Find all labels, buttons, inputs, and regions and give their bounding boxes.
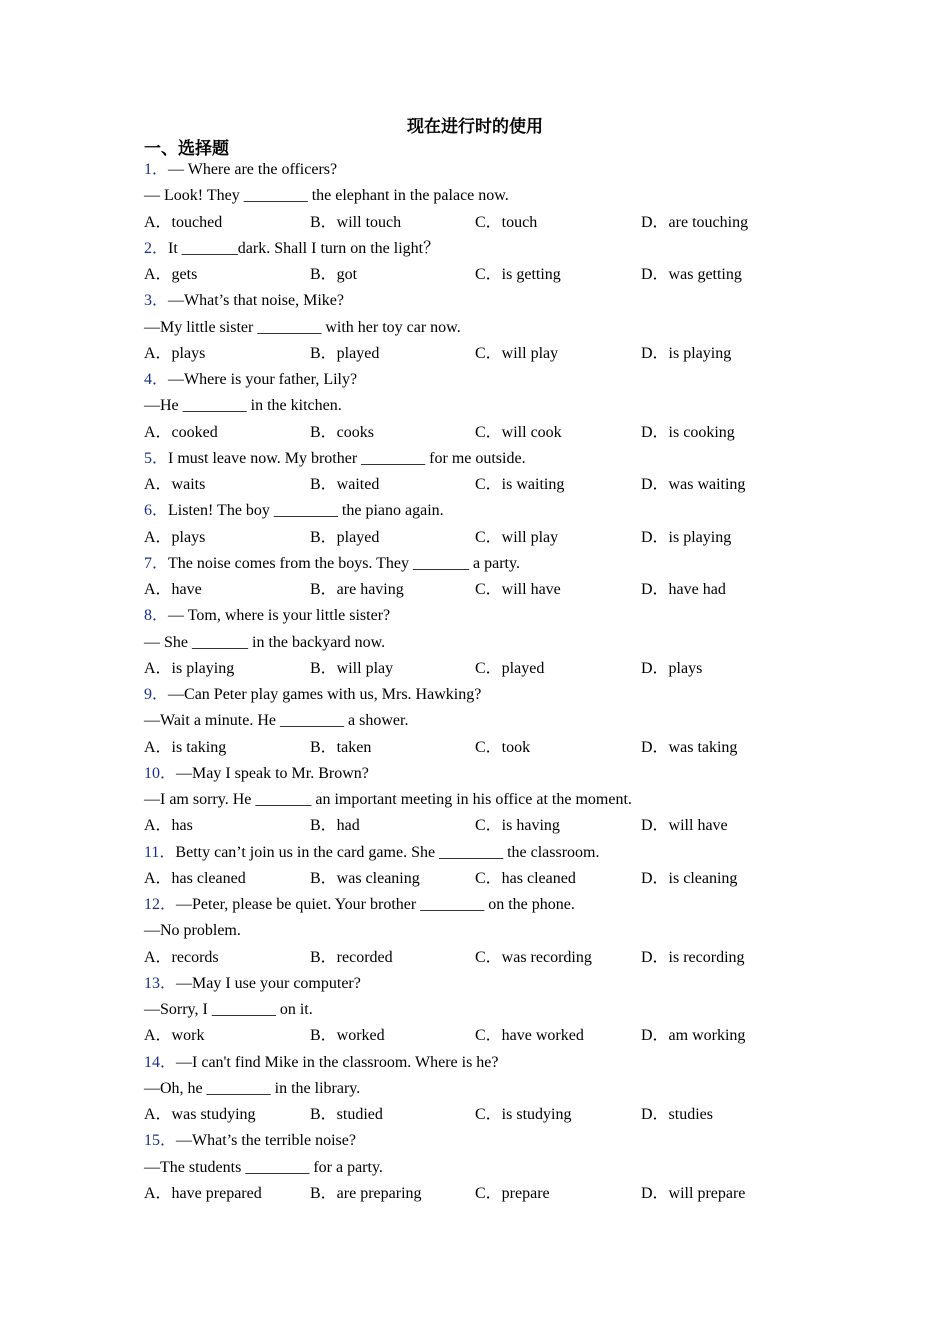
answer-options	[144, 1102, 844, 1128]
answer-option-b: B．are preparing	[310, 1184, 422, 1202]
question-text: —The students ________ for a party.	[144, 1158, 383, 1176]
section-heading: 一、选择题	[144, 139, 229, 159]
question-text: — Tom, where is your little sister?	[168, 607, 391, 625]
question-stem	[144, 761, 844, 787]
answer-options	[144, 262, 844, 288]
question-number: 4．	[144, 371, 169, 388]
answer-option-b: B．taken	[310, 738, 372, 756]
question-text: — Where are the officers?	[168, 161, 338, 178]
question-stem	[144, 892, 844, 918]
question-text: —Where is your father, Lily?	[168, 371, 358, 388]
question-text: —He ________ in the kitchen.	[144, 397, 342, 415]
answer-option-a: A．was studying	[144, 1106, 256, 1123]
question-text: I must leave now. My brother ________ for me outside.	[168, 449, 526, 467]
answer-options	[144, 420, 844, 446]
question-dialogue-line	[144, 183, 844, 209]
question-number: 12．	[144, 896, 177, 913]
answer-options	[144, 656, 844, 682]
answer-option-a: A．touched	[144, 213, 223, 231]
answer-option-d: D．will prepare	[641, 1184, 746, 1202]
answer-options	[144, 813, 844, 839]
answer-option-a: A．have	[144, 581, 202, 598]
answer-option-b: B．worked	[310, 1027, 385, 1045]
question-text: — Look! They ________ the elephant in the palace now.	[144, 187, 509, 205]
answer-option-d: D．is playing	[641, 528, 732, 546]
answer-option-d: D．is recording	[641, 948, 745, 966]
question-dialogue-line	[144, 918, 844, 944]
answer-option-c: C．is getting	[475, 266, 561, 283]
question-number: 2．	[144, 239, 169, 257]
answer-option-d: D．plays	[641, 659, 703, 677]
question-dialogue-line	[144, 1076, 844, 1102]
question-stem	[144, 1128, 844, 1154]
answer-option-a: A．waits	[144, 476, 206, 493]
answer-option-c: C．is having	[475, 817, 560, 835]
answer-option-a: A．has cleaned	[144, 869, 246, 887]
answer-options	[144, 1023, 844, 1049]
question-text: —Sorry, I ________ on it.	[144, 1001, 313, 1018]
question-text: Listen! The boy ________ the piano again.	[168, 502, 444, 520]
question-number: 6．	[144, 502, 169, 520]
question-number: 13．	[144, 974, 177, 992]
question-text: —My little sister ________ with her toy car now.	[144, 318, 461, 336]
question-number: 3．	[144, 292, 169, 310]
question-number: 8．	[144, 607, 169, 625]
answer-option-c: C．will have	[475, 581, 561, 598]
answer-option-a: A．gets	[144, 266, 198, 283]
answer-option-d: D．is cleaning	[641, 869, 738, 887]
question-stem	[144, 551, 844, 577]
question-number: 15．	[144, 1132, 177, 1150]
answer-options	[144, 341, 844, 367]
question-number: 7．	[144, 554, 169, 572]
question-stem	[144, 682, 844, 708]
question-stem	[144, 157, 844, 183]
answer-option-d: D．was getting	[641, 266, 742, 283]
answer-option-d: D．am working	[641, 1027, 746, 1045]
answer-option-c: C．is studying	[475, 1106, 572, 1123]
answer-option-d: D．was taking	[641, 738, 738, 756]
answer-option-a: A．plays	[144, 344, 206, 362]
question-text: —May I use your computer?	[176, 974, 361, 992]
answer-option-a: A．records	[144, 948, 219, 966]
page-title: 现在进行时的使用	[407, 117, 543, 137]
question-text: —No problem.	[144, 922, 241, 940]
question-dialogue-line	[144, 997, 844, 1023]
question-stem	[144, 288, 844, 314]
answer-option-b: B．played	[310, 344, 380, 362]
question-list	[144, 157, 844, 1207]
question-text: —I can't find Mike in the classroom. Where is he?	[176, 1053, 499, 1071]
question-text: —What’s the terrible noise?	[176, 1132, 356, 1150]
answer-options	[144, 210, 844, 236]
question-number: 14．	[144, 1053, 177, 1071]
question-text: —What’s that noise, Mike?	[168, 292, 344, 310]
question-dialogue-line	[144, 708, 844, 734]
answer-option-b: B．waited	[310, 476, 380, 493]
answer-option-d: D．will have	[641, 817, 728, 835]
question-text: —Peter, please be quiet. Your brother ________ on the phone.	[176, 896, 575, 913]
answer-option-c: C．played	[475, 659, 545, 677]
answer-options	[144, 577, 844, 603]
question-stem	[144, 840, 844, 866]
question-stem	[144, 498, 844, 524]
question-number: 1．	[144, 161, 169, 178]
question-dialogue-line	[144, 787, 844, 813]
answer-options	[144, 945, 844, 971]
answer-option-a: A．has	[144, 817, 193, 835]
answer-options	[144, 525, 844, 551]
question-dialogue-line	[144, 393, 844, 419]
answer-options	[144, 866, 844, 892]
answer-option-c: C．has cleaned	[475, 869, 576, 887]
answer-option-c: C．prepare	[475, 1184, 550, 1202]
answer-options	[144, 472, 844, 498]
answer-option-a: A．plays	[144, 528, 206, 546]
answer-option-c: C．have worked	[475, 1027, 584, 1045]
answer-option-b: B．was cleaning	[310, 869, 420, 887]
question-text: The noise comes from the boys. They _______ a party.	[168, 554, 520, 572]
question-text: —Oh, he ________ in the library.	[144, 1079, 361, 1097]
answer-option-d: D．is cooking	[641, 423, 735, 441]
answer-option-b: B．recorded	[310, 948, 393, 966]
answer-option-a: A．have prepared	[144, 1184, 262, 1202]
answer-option-d: D．was waiting	[641, 476, 746, 493]
answer-option-b: B．studied	[310, 1106, 383, 1123]
answer-options	[144, 735, 844, 761]
answer-option-d: D．are touching	[641, 213, 749, 231]
answer-option-c: C．will play	[475, 528, 559, 546]
question-dialogue-line	[144, 315, 844, 341]
question-text: It _______dark. Shall I turn on the light？	[168, 239, 440, 257]
question-number: 5．	[144, 449, 169, 467]
question-text: —May I speak to Mr. Brown?	[176, 764, 369, 782]
answer-option-c: C．was recording	[475, 948, 592, 966]
question-text: —Can Peter play games with us, Mrs. Hawking?	[168, 686, 482, 703]
question-text: —Wait a minute. He ________ a shower.	[144, 712, 409, 730]
answer-option-b: B．will play	[310, 659, 394, 677]
answer-option-a: A．work	[144, 1027, 205, 1045]
question-stem	[144, 236, 844, 262]
answer-option-d: D．have had	[641, 581, 726, 598]
answer-option-a: A．is taking	[144, 738, 227, 756]
answer-option-a: A．is playing	[144, 659, 235, 677]
question-dialogue-line	[144, 630, 844, 656]
question-text: Betty can’t join us in the card game. She ________ the classroom.	[175, 843, 600, 861]
answer-option-b: B．cooks	[310, 423, 375, 441]
question-text: — She _______ in the backyard now.	[144, 633, 386, 651]
answer-option-c: C．is waiting	[475, 476, 565, 493]
answer-option-b: B．played	[310, 528, 380, 546]
question-stem	[144, 603, 844, 629]
answer-option-c: C．will cook	[475, 423, 562, 441]
answer-options	[144, 1181, 844, 1207]
question-stem	[144, 1050, 844, 1076]
question-stem	[144, 971, 844, 997]
answer-option-c: C．touch	[475, 213, 538, 231]
answer-option-a: A．cooked	[144, 423, 218, 441]
answer-option-c: C．will play	[475, 344, 559, 362]
question-text: —I am sorry. He _______ an important meeting in his office at the moment.	[144, 791, 632, 808]
answer-option-d: D．is playing	[641, 344, 732, 362]
answer-option-b: B．are having	[310, 581, 404, 598]
question-number: 11．	[144, 843, 176, 861]
question-stem	[144, 446, 844, 472]
answer-option-b: B．got	[310, 266, 358, 283]
answer-option-d: D．studies	[641, 1106, 714, 1123]
question-stem	[144, 367, 844, 393]
question-number: 9．	[144, 686, 169, 703]
question-dialogue-line	[144, 1155, 844, 1181]
answer-option-c: C．took	[475, 738, 531, 756]
answer-option-b: B．had	[310, 817, 360, 835]
question-number: 10．	[144, 764, 177, 782]
answer-option-b: B．will touch	[310, 213, 402, 231]
